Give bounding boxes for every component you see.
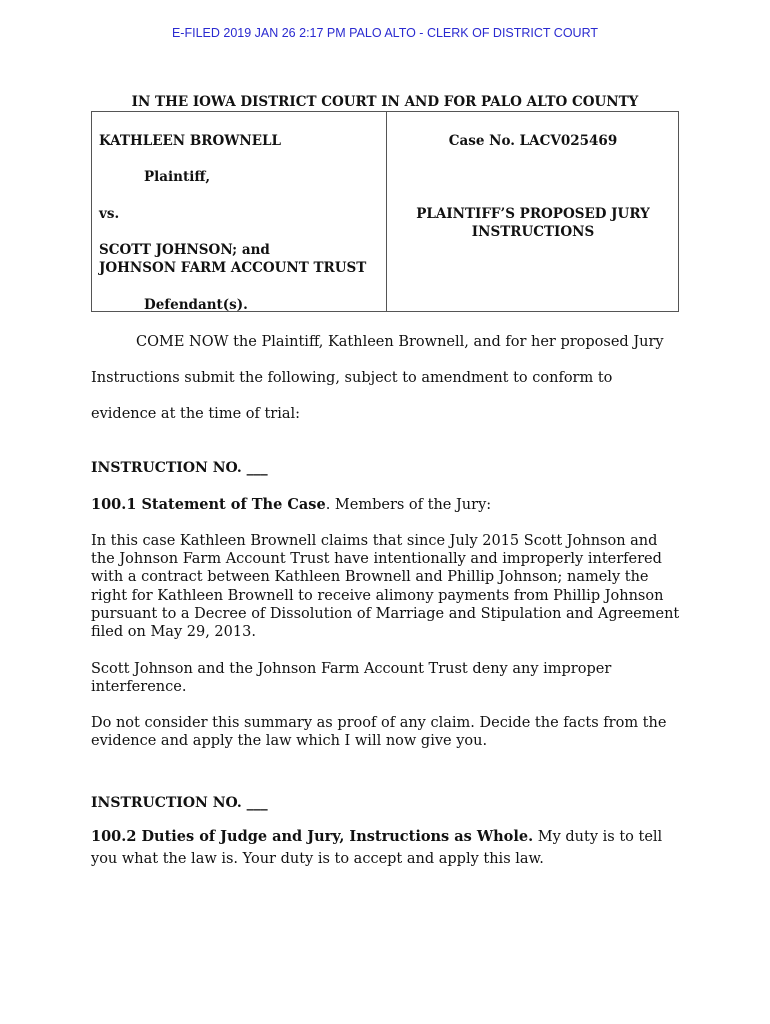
- case-caption: [91, 111, 679, 312]
- defendant-line-1: SCOTT JOHNSON; and: [99, 242, 270, 258]
- text-line: Do not consider this summary as proof of any claim. Decide the facts from the: [91, 715, 667, 731]
- text-line: In this case Kathleen Brownell claims that since July 2015 Scott Johnson and: [91, 533, 658, 549]
- text-line: filed on May 29, 2013.: [91, 624, 256, 641]
- document-title-line-2: INSTRUCTIONS: [471, 224, 595, 240]
- plaintiff-role: Plaintiff,: [144, 169, 211, 185]
- instruction-2-line-2: you what the law is. Your duty is to accept and apply this law.: [91, 851, 544, 867]
- intro-line-3: evidence at the time of trial:: [91, 406, 301, 422]
- instruction-1-paragraph-2: [91, 660, 681, 696]
- instruction-2-title: 100.2 Duties of Judge and Jury, Instructions as Whole.: [91, 828, 534, 845]
- text-line: evidence and apply the law which I will now give you.: [91, 733, 488, 750]
- text-line: Scott Johnson and the Johnson Farm Account Trust deny any improper: [91, 661, 612, 677]
- instruction-1-paragraph-3: [91, 714, 681, 750]
- instruction-2-title-rest: My duty is to tell: [533, 829, 663, 845]
- versus-label: vs.: [99, 206, 120, 222]
- text-line: interference.: [91, 679, 187, 696]
- instruction-1-label: INSTRUCTION NO. ___: [91, 460, 268, 476]
- efiled-stamp: E-FILED 2019 JAN 26 2:17 PM PALO ALTO - CLERK OF DISTRICT COURT: [171, 26, 599, 40]
- text-line: right for Kathleen Brownell to receive alimony payments from Phillip Johnson: [91, 587, 664, 604]
- text-line: pursuant to a Decree of Dissolution of Marriage and Stipulation and Agreement: [91, 605, 680, 622]
- intro-line-1: COME NOW the Plaintiff, Kathleen Brownell, and for her proposed Jury: [136, 334, 664, 350]
- plaintiff-name: KATHLEEN BROWNELL: [99, 133, 281, 149]
- instruction-1-title-rest: . Members of the Jury:: [325, 497, 492, 513]
- instruction-1-heading: [91, 496, 681, 514]
- text-line: the Johnson Farm Account Trust have intentionally and improperly interfered: [91, 551, 662, 568]
- instruction-2-label: INSTRUCTION NO. ___: [91, 795, 268, 811]
- text-line: with a contract between Kathleen Brownell and Phillip Johnson; namely the: [91, 569, 649, 586]
- document-title-line-1: PLAINTIFF’S PROPOSED JURY: [416, 206, 650, 222]
- intro-line-2: Instructions submit the following, subject to amendment to conform to: [91, 370, 613, 386]
- court-title: IN THE IOWA DISTRICT COURT IN AND FOR PALO ALTO COUNTY: [131, 94, 639, 110]
- defendant-line-2: JOHNSON FARM ACCOUNT TRUST: [99, 260, 367, 276]
- instruction-2-heading: [91, 828, 681, 846]
- defendant-role: Defendant(s).: [144, 297, 248, 313]
- case-number: Case No. LACV025469: [448, 133, 618, 149]
- instruction-1-paragraph-1: [91, 532, 681, 641]
- instruction-1-title: 100.1 Statement of The Case: [91, 496, 326, 513]
